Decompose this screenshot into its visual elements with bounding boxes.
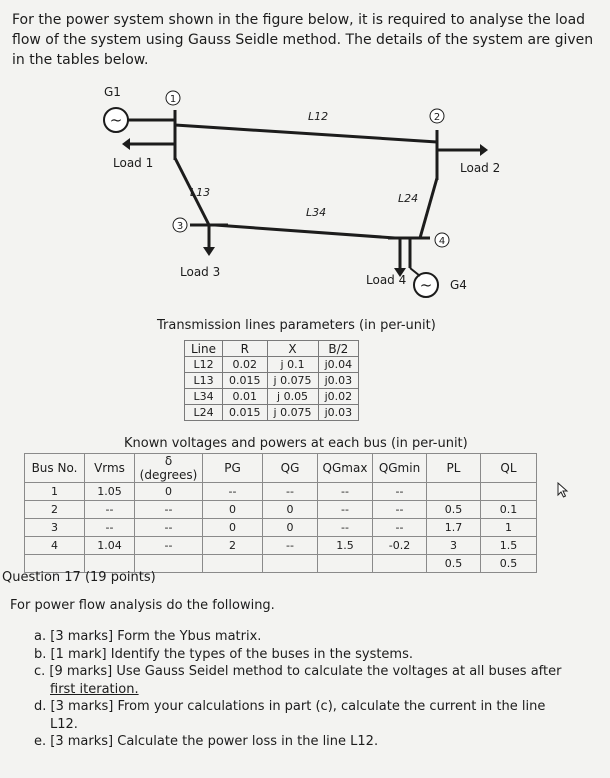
lines-header: R [223, 341, 268, 357]
question-list [34, 628, 594, 751]
item-label: d. [34, 699, 47, 714]
g1-label: G1 [104, 85, 121, 99]
question-subtitle: For power flow analysis do the following. [10, 598, 275, 613]
bus-header: QGmin [373, 454, 427, 483]
cell: 0.5 [427, 555, 481, 573]
item-marks: [3 marks] [50, 699, 114, 714]
load1-label: Load 1 [113, 156, 154, 170]
cell [203, 555, 263, 573]
cell: j 0.075 [267, 405, 318, 421]
question-title: Question 17 (19 points) [2, 570, 156, 585]
cell [373, 555, 427, 573]
item-marks: [3 marks] [50, 629, 114, 644]
cell: -- [263, 537, 318, 555]
cell: 0.02 [223, 357, 268, 373]
cell: -- [318, 519, 373, 537]
bus2-number: 2 [433, 112, 441, 123]
l12-label: L12 [308, 110, 329, 123]
cell: 0.5 [427, 501, 481, 519]
load4-label: Load 4 [366, 273, 407, 287]
cell: 1.7 [427, 519, 481, 537]
cell: L34 [185, 389, 223, 405]
cell: -- [135, 537, 203, 555]
bus-header: Vrms [85, 454, 135, 483]
bus-header: δ (degrees) [135, 454, 203, 483]
item-text: Use Gauss Seidel method to calculate the voltages at all buses after [116, 664, 562, 679]
question-item [34, 628, 594, 646]
cell: 0.015 [223, 405, 268, 421]
bus-table [24, 453, 537, 573]
l24-label: L24 [398, 192, 419, 205]
cell: -- [373, 519, 427, 537]
cell: j 0.1 [267, 357, 318, 373]
load1-arrow [122, 138, 130, 150]
table-row [25, 483, 537, 501]
lines-table-title: Transmission lines parameters (in per-unit) [157, 318, 436, 333]
bus-header: PG [203, 454, 263, 483]
g1-symbol: ~ [109, 111, 123, 129]
cell: 0 [203, 501, 263, 519]
item-text: From your calculations in part (c), calculate the current in the line [117, 699, 546, 714]
table-row [185, 357, 359, 373]
cell: -- [373, 483, 427, 501]
item-text: Identify the types of the buses in the systems. [110, 646, 414, 662]
question-item [34, 733, 594, 751]
table-row [185, 389, 359, 405]
item-marks: [9 marks] [49, 664, 113, 679]
item-label: b. [34, 646, 47, 662]
cell: 0 [135, 483, 203, 501]
cell: -- [85, 501, 135, 519]
item-label: a. [34, 629, 47, 644]
question-item [34, 663, 594, 698]
cell: 3 [25, 519, 85, 537]
l13-label: L13 [190, 186, 211, 199]
table-row [25, 501, 537, 519]
item-continuation: L12. [50, 716, 78, 732]
cell [318, 555, 373, 573]
item-marks: [1 mark] [50, 646, 107, 662]
cell: -- [135, 501, 203, 519]
cell: L12 [185, 357, 223, 373]
cell: 4 [25, 537, 85, 555]
bus-header: QL [481, 454, 537, 483]
cell: j 0.05 [267, 389, 318, 405]
one-line-diagram [0, 80, 610, 320]
cell: 1.5 [318, 537, 373, 555]
bus-table-title: Known voltages and powers at each bus (in per-unit) [124, 436, 468, 451]
cell: 3 [427, 537, 481, 555]
cell: -- [203, 483, 263, 501]
cell: j0.03 [318, 373, 359, 389]
bus-header: PL [427, 454, 481, 483]
cell: 0 [263, 501, 318, 519]
lines-header: B/2 [318, 341, 359, 357]
bus-header: QG [263, 454, 318, 483]
load3-label: Load 3 [180, 265, 221, 279]
cell: 0 [203, 519, 263, 537]
cell: -- [135, 519, 203, 537]
table-row [185, 405, 359, 421]
cell [427, 483, 481, 501]
cell: 1.5 [481, 537, 537, 555]
cell: 0.015 [223, 373, 268, 389]
bus4-number: 4 [438, 236, 446, 247]
table-row [185, 373, 359, 389]
cell: -- [318, 501, 373, 519]
line-l34 [215, 225, 395, 238]
g4-stem [410, 268, 420, 276]
cell: L24 [185, 405, 223, 421]
bus3-number: 3 [176, 221, 184, 232]
item-label: e. [34, 734, 47, 749]
cell: 0.01 [223, 389, 268, 405]
load3-arrow [203, 247, 215, 256]
lines-table [184, 340, 359, 421]
cell: j0.03 [318, 405, 359, 421]
item-text: Calculate the power loss in the line L12. [117, 734, 379, 749]
line-l24 [420, 178, 437, 238]
cell: 1 [25, 483, 85, 501]
question-item [34, 698, 594, 733]
line-l12 [175, 125, 437, 142]
lines-header: X [267, 341, 318, 357]
question-item [34, 646, 594, 664]
cell: -- [85, 519, 135, 537]
cell: -0.2 [373, 537, 427, 555]
g4-label: G4 [450, 278, 467, 292]
item-marks: [3 marks] [50, 734, 114, 749]
cell: j 0.075 [267, 373, 318, 389]
load2-label: Load 2 [460, 161, 501, 175]
intro-text: For the power system shown in the figure below, it is required to analyse the load flow of the system using Gauss Seidle method. The details of the system are given in the tables below. [12, 12, 594, 68]
cell: L13 [185, 373, 223, 389]
bus1-number: 1 [169, 94, 177, 105]
cell: 1.04 [85, 537, 135, 555]
cell: 2 [25, 501, 85, 519]
cell: 2 [203, 537, 263, 555]
cell [263, 555, 318, 573]
cell: -- [318, 483, 373, 501]
cell: 0 [263, 519, 318, 537]
bus-header: Bus No. [25, 454, 85, 483]
lines-header: Line [185, 341, 223, 357]
cell: j0.04 [318, 357, 359, 373]
cell: 0.5 [481, 555, 537, 573]
cell: -- [373, 501, 427, 519]
item-label: c. [34, 664, 46, 679]
cell: 1.05 [85, 483, 135, 501]
g4-symbol: ~ [419, 276, 433, 294]
cell: -- [263, 483, 318, 501]
item-text: Form the Ybus matrix. [117, 629, 262, 644]
item-continuation: first iteration. [50, 681, 139, 697]
cell: j0.02 [318, 389, 359, 405]
bus-header: QGmax [318, 454, 373, 483]
mouse-cursor-icon [556, 482, 572, 498]
l34-label: L34 [306, 206, 327, 219]
table-row [25, 537, 537, 555]
cell: 1 [481, 519, 537, 537]
load2-arrow [480, 144, 488, 156]
cell: 0.1 [481, 501, 537, 519]
cell [481, 483, 537, 501]
table-row [25, 519, 537, 537]
